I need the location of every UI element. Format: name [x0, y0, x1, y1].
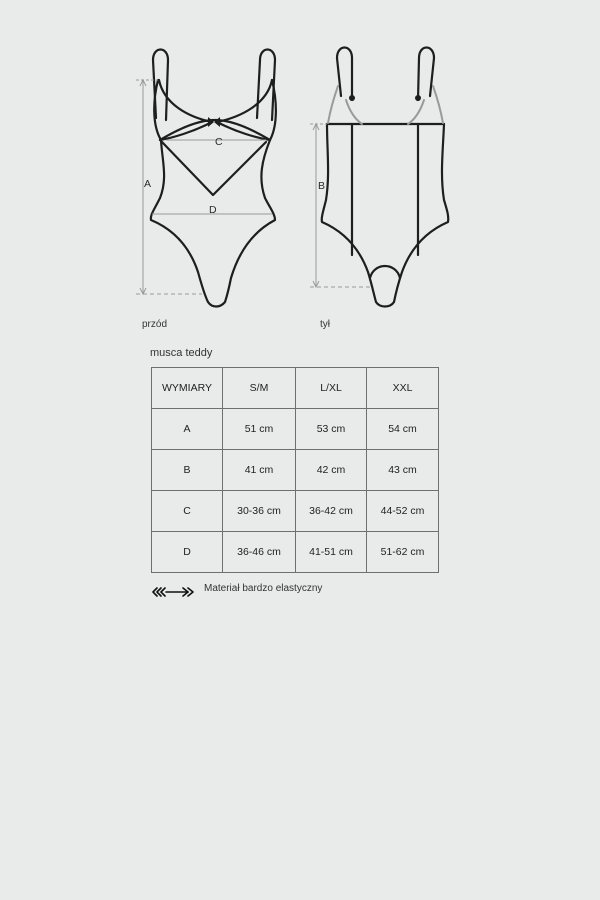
- table-cell: 41-51 cm: [296, 532, 367, 573]
- dim-a-label: A: [144, 178, 152, 190]
- dim-b-label: B: [318, 180, 326, 192]
- back-right-strap: [418, 48, 434, 101]
- table-cell: 42 cm: [296, 450, 367, 491]
- table-header-cell: S/M: [223, 368, 296, 409]
- table-cell: 51-62 cm: [367, 532, 439, 573]
- table-cell: 53 cm: [296, 409, 367, 450]
- dim-d-label: D: [209, 204, 217, 216]
- front-v-panel: [162, 142, 266, 195]
- table-row: [152, 409, 439, 450]
- table-cell: C: [152, 491, 223, 532]
- table-cell: A: [152, 409, 223, 450]
- legend-text: Materiał bardzo elastyczny: [204, 583, 323, 594]
- table-cell: B: [152, 450, 223, 491]
- table-cell: 54 cm: [367, 409, 439, 450]
- table-cell: 36-46 cm: [223, 532, 296, 573]
- legend: [152, 583, 322, 594]
- front-view-label: przód: [142, 319, 168, 330]
- table-header-cell: WYMIARY: [152, 368, 223, 409]
- table-header-cell: L/XL: [296, 368, 367, 409]
- table-cell: 43 cm: [367, 450, 439, 491]
- back-view-label: tył: [320, 319, 330, 330]
- size-table: [151, 367, 439, 573]
- product-title: musca teddy: [150, 347, 213, 359]
- back-lace-right: [408, 86, 443, 124]
- bow-details: [208, 95, 421, 127]
- back-body-outline: [322, 124, 449, 307]
- table-cell: 44-52 cm: [367, 491, 439, 532]
- front-right-cup: [217, 80, 272, 140]
- table-header-row: [152, 368, 439, 409]
- table-cell: 41 cm: [223, 450, 296, 491]
- table-cell: 51 cm: [223, 409, 296, 450]
- table-row: [152, 532, 439, 573]
- teddy-size-diagram: [0, 0, 600, 340]
- table-cell: D: [152, 532, 223, 573]
- back-crotch-arch: [370, 266, 400, 278]
- table-header-cell: XXL: [367, 368, 439, 409]
- dim-c-label: C: [215, 136, 223, 148]
- back-left-strap: [337, 48, 352, 101]
- back-lace-left: [328, 86, 362, 124]
- stretch-arrows-icon: [152, 584, 196, 594]
- table-row: [152, 491, 439, 532]
- table-cell: 30-36 cm: [223, 491, 296, 532]
- table-cell: 36-42 cm: [296, 491, 367, 532]
- table-row: [152, 450, 439, 491]
